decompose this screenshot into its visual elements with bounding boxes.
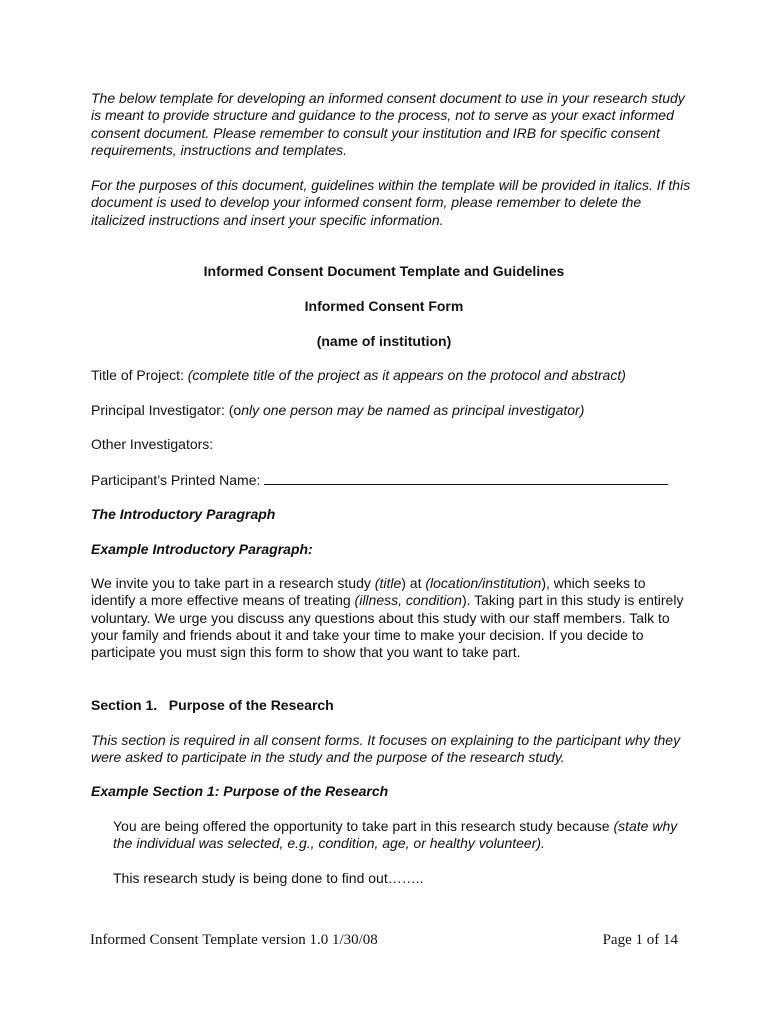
section1-example-text: You are being offered the opportunity to take part in this research study because [113, 818, 614, 834]
template-title: Informed Consent Document Template and Guidelines [203, 263, 565, 279]
project-title-hint: (complete title of the project as it appears on the protocol and abstract) [187, 367, 626, 383]
principal-investigator-line [91, 402, 691, 419]
intro-illness-hint: (illness, condition [354, 592, 462, 609]
intro-text-4: ). Taking part in this study is entirely voluntary. We urge you discuss any questions about this study with our staff members. Talk to your family and friends about it and take your time to make your decision. If you decide to participate you must sign this form to show that you want to take part. [91, 592, 684, 661]
institution-name: (name of institution) [316, 333, 452, 349]
other-investigators-label: Other Investigators: [91, 436, 214, 452]
intro-title-hint: (title [374, 575, 402, 591]
section1-example-hint: (state why the individual was selected, e.g., condition, age, or healthy volunteer). [113, 818, 678, 852]
participant-name-line [91, 471, 691, 489]
section1-instruction: This section is required in all consent forms. It focuses on explaining to the participant why they were asked to participate in the study and the purpose of the research study. [91, 732, 681, 766]
footer-page-number: Page 1 of 14 [602, 932, 678, 948]
example-introductory-heading: Example Introductory Paragraph: [91, 541, 313, 557]
intro-text-2: ) at [401, 575, 426, 591]
section1-example-heading: Example Section 1: Purpose of the Research [91, 783, 389, 799]
pi-label: Principal Investigator: (o [91, 402, 242, 418]
intro-text-1: We invite you to take part in a research study [91, 575, 375, 591]
project-title-label: Title of Project: [91, 367, 188, 383]
section1-example-body [113, 818, 693, 853]
pi-hint: nly one person may be named as principal investigator) [241, 402, 585, 418]
form-title: Informed Consent Form [304, 298, 464, 314]
intro-text-3: ), which seeks to identify a more effective means of treating [91, 575, 646, 609]
section1-heading: Section 1. Purpose of the Research [91, 697, 334, 713]
participant-name-field[interactable] [264, 471, 668, 485]
introductory-paragraph-heading: The Introductory Paragraph [91, 506, 276, 522]
section1-example-finding: This research study is being done to find out…….. [113, 870, 424, 886]
project-title-line [91, 367, 691, 384]
footer-version: Informed Consent Template version 1.0 1/30/08 [90, 932, 378, 948]
introductory-paragraph-body [91, 575, 691, 661]
participant-name-label: Participant’s Printed Name: [91, 472, 261, 488]
intro-paragraph-2: For the purposes of this document, guidelines within the template will be provided in italics. If this document is used to develop your informed consent form, please remember to delete the italicized instructions and insert your specific information. [91, 177, 691, 228]
intro-location-hint: (location/institution [425, 575, 542, 591]
intro-paragraph-1: The below template for developing an informed consent document to use in your research study is meant to provide structure and guidance to the process, not to serve as your exact informed consent document. Please remember to consult your institution and IRB for specific consent requirements, instructions and templates. [91, 90, 685, 158]
